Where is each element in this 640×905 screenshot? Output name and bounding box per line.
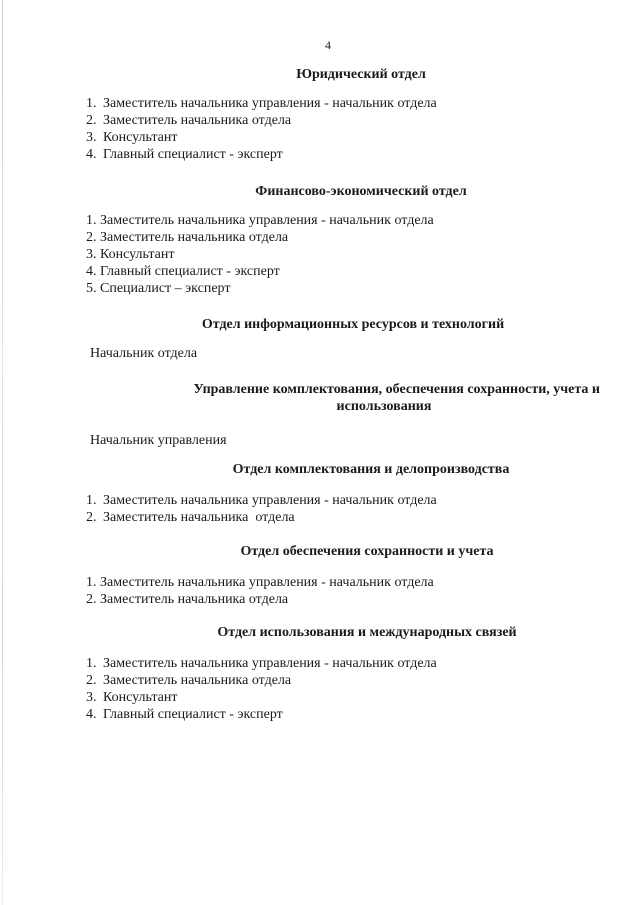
list-item: 4. Главный специалист - эксперт [86, 707, 283, 722]
position-text: Начальник управления [90, 433, 227, 448]
list-item: 3. Консультант [86, 247, 175, 262]
section-international-department [86, 624, 596, 723]
list-item: 1. Заместитель начальника управления - начальник отдела [86, 493, 437, 508]
list-item: 1. Заместитель начальника управления - начальник отдела [86, 213, 434, 228]
section-preservation-department [86, 543, 596, 608]
section-heading: Финансово-экономический отдел [255, 184, 467, 199]
list-item: 2. Заместитель начальника отдела [86, 113, 292, 128]
position-text: Начальник отдела [90, 346, 198, 361]
list-item: 4. Главный специалист - эксперт [86, 147, 283, 162]
list-item: 1. Заместитель начальника управления - начальник отдела [86, 575, 434, 590]
position-list [86, 655, 596, 723]
position-list [86, 95, 596, 163]
list-item: 1. Заместитель начальника управления - начальник отдела [86, 96, 437, 111]
list-item: 2. Заместитель начальника отдела [86, 230, 289, 245]
section-heading: Юридический отдел [296, 67, 426, 82]
section-heading: Отдел использования и международных связей [217, 625, 517, 640]
list-item: 3. Консультант [86, 690, 178, 705]
list-item: 4. Главный специалист - эксперт [86, 264, 280, 279]
section-records-department [86, 461, 596, 526]
list-item: 2. Заместитель начальника отдела [86, 592, 289, 607]
page-number: 4 [325, 38, 331, 52]
section-heading: Отдел информационных ресурсов и технологий [201, 317, 505, 332]
list-item: 5. Специалист – эксперт [86, 281, 231, 296]
section-heading: Отдел обеспечения сохранности и учета [240, 544, 494, 559]
section-legal-department [86, 66, 596, 163]
section-acquisition-directorate [86, 381, 606, 449]
list-item: 2. Заместитель начальника отдела [86, 673, 292, 688]
list-item: 1. Заместитель начальника управления - начальник отдела [86, 656, 437, 671]
list-item: 2. Заместитель начальника отдела [86, 510, 295, 525]
section-finance-department [86, 183, 596, 297]
position-list [86, 492, 596, 526]
section-heading-line2: использования [336, 399, 432, 414]
section-heading: Отдел комплектования и делопроизводства [232, 462, 510, 477]
position-list [86, 574, 596, 608]
list-item: 3. Консультант [86, 130, 178, 145]
section-it-department [86, 316, 596, 362]
section-heading-line1: Управление комплектования, обеспечения сохранности, учета и [193, 382, 600, 397]
scan-edge-line [2, 0, 3, 905]
position-list [86, 212, 596, 297]
